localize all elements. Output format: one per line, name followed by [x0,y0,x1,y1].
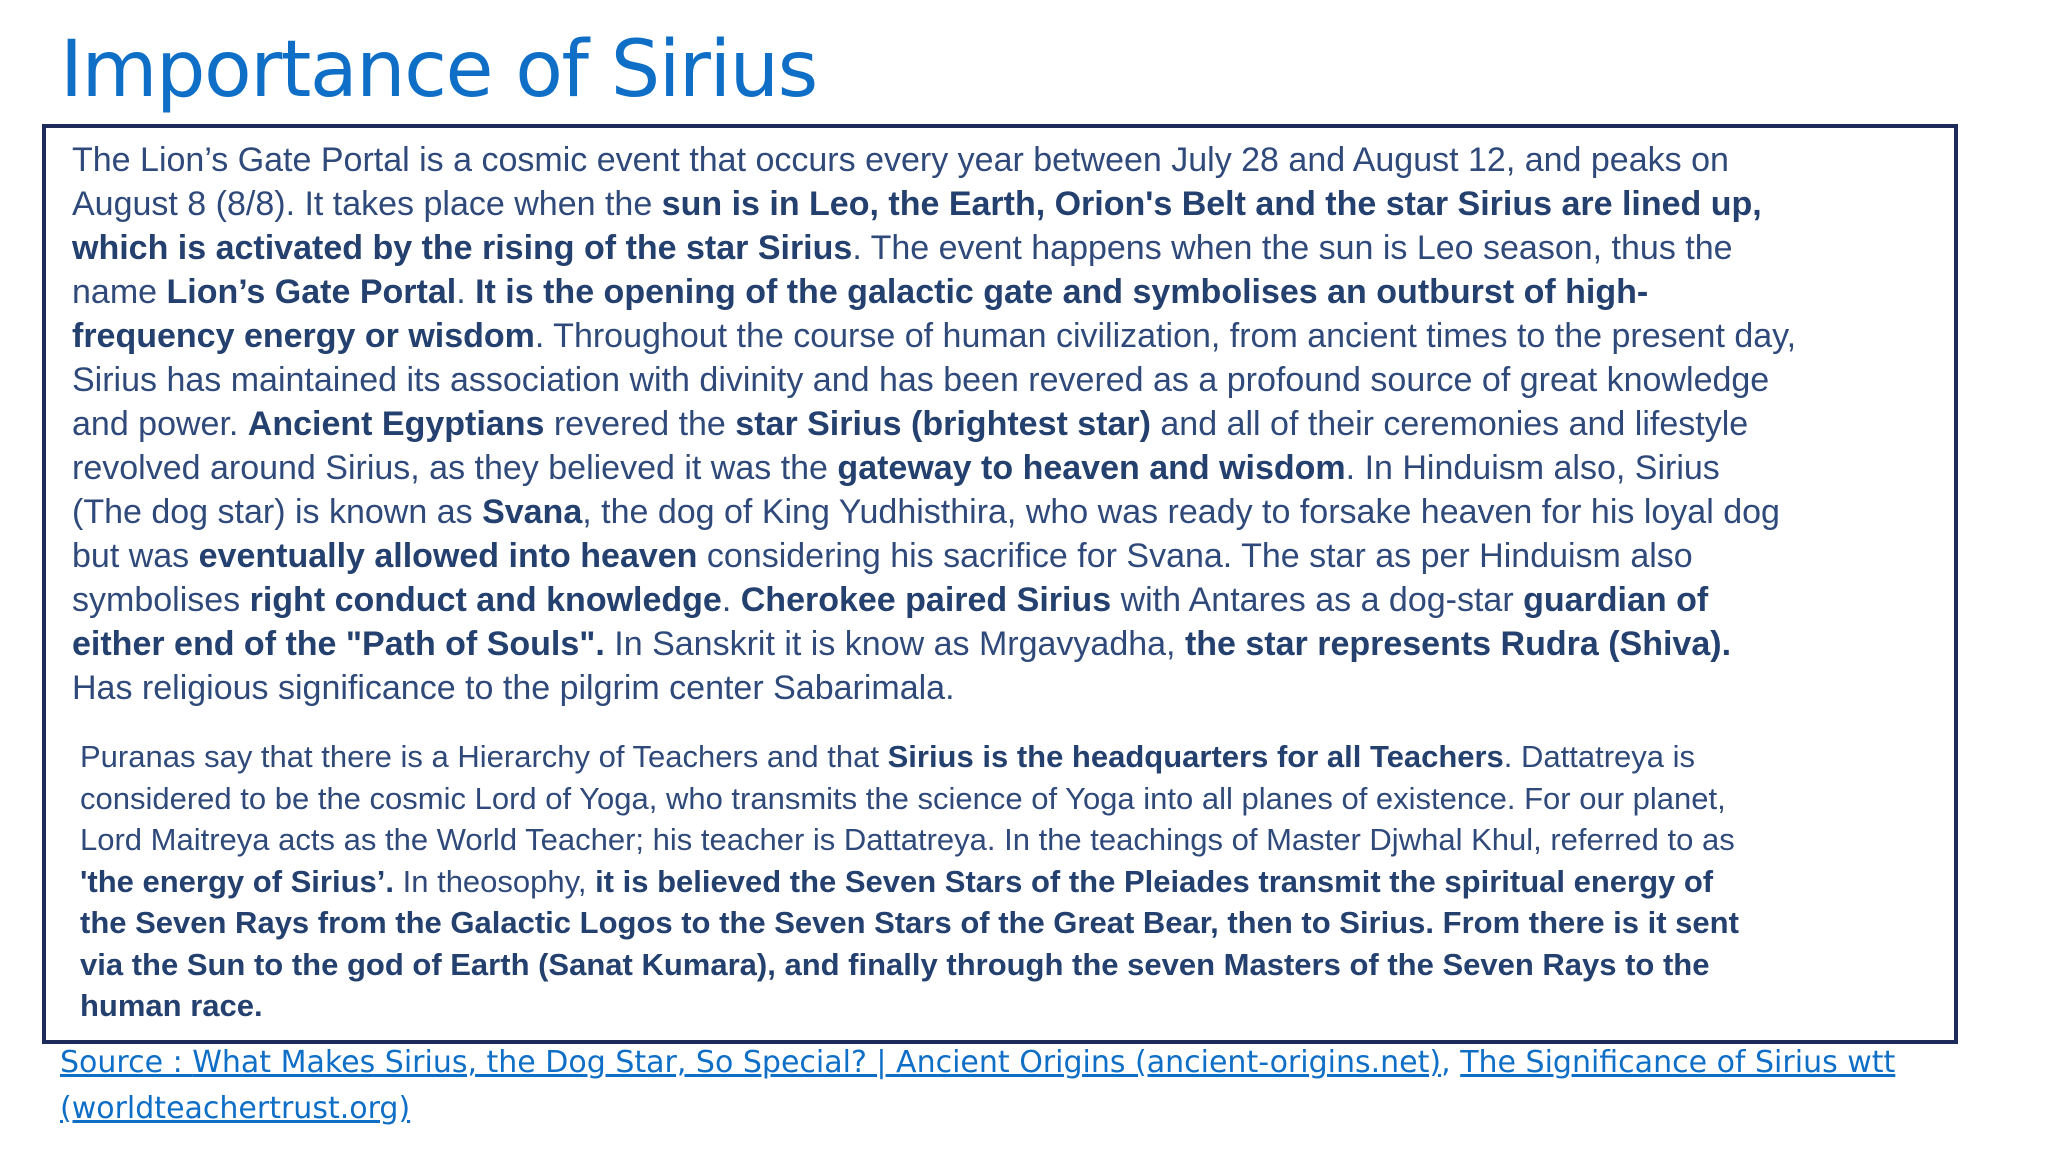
source-line [60,1086,2000,1132]
text-line: Has religious significance to the pilgrim center Sabarimala. [72,669,955,707]
text-line: August 8 (8/8). It takes place when the sun is in Leo, the Earth, Orion's Belt and the star Sirius are lined up, [72,185,1762,223]
text-line: and power. Ancient Egyptians revered the star Sirius (brightest star) and all of their ceremonies and lifestyle [72,405,1749,443]
text-line: symbolises right conduct and knowledge. Cherokee paired Sirius with Antares as a dog-star guardian of [72,581,1709,619]
text-line: Sirius has maintained its association with divinity and has been revered as a profound source of great knowledge [72,361,1770,399]
source-separator: , [1441,1045,1461,1080]
slide-title: Importance of Sirius [60,25,817,115]
text-line: (The dog star) is known as Svana, the dog of King Yudhisthira, who was ready to forsake heaven for his loyal dog [72,493,1780,531]
text-line: Lord Maitreya acts as the World Teacher; his teacher is Dattatreya. In the teachings of Master Djwhal Khul, referred to as [80,822,1735,857]
text-line: frequency energy or wisdom. Throughout the course of human civilization, from ancient times to the present day, [72,317,1797,355]
text-line: via the Sun to the god of Earth (Sanat Kumara), and finally through the seven Masters of the Seven Rays to the [80,946,1710,982]
text-line: 'the energy of Sirius’. In theosophy, it is believed the Seven Stars of the Pleiades transmit the spiritual energy of [80,863,1714,899]
source-line [60,1040,2000,1086]
worldteachertrust-link[interactable]: The Significance of Sirius wtt [1460,1045,1896,1080]
text-line: the Seven Rays from the Galactic Logos to the Seven Stars of the Great Bear, then to Sirius. From there is it sent [80,905,1739,940]
paragraph-puranas [80,736,1958,1027]
source-label-link[interactable]: Source : [60,1045,193,1080]
ancient-origins-link[interactable]: What Makes Sirius, the Dog Star, So Special? | Ancient Origins (ancient-origins.net) [192,1045,1442,1080]
text-line: but was eventually allowed into heaven considering his sacrifice for Svana. The star as per Hinduism also [72,537,1693,575]
text-line: considered to be the cosmic Lord of Yoga, who transmits the science of Yoga into all planes of existence. For our planet, [80,780,1726,816]
text-line: name Lion’s Gate Portal. It is the opening of the galactic gate and symbolises an outburst of high- [72,273,1649,311]
text-line: either end of the "Path of Souls". In Sanskrit it is know as Mrgavyadha, the star represents Rudra (Shiva). [72,625,1732,663]
text-line: Puranas say that there is a Hierarchy of Teachers and that Sirius is the headquarters for all Teachers. Dattatreya is [80,739,1696,774]
text-line: human race. [80,988,263,1023]
source-citation [60,1040,2000,1132]
paragraph-lions-gate [72,138,1958,710]
text-line: The Lion’s Gate Portal is a cosmic event that occurs every year between July 28 and August 12, and peaks on [72,141,1729,179]
content-box [42,124,1958,1044]
text-line: which is activated by the rising of the star Sirius. The event happens when the sun is Leo season, thus the [72,229,1733,267]
text-line: revolved around Sirius, as they believed it was the gateway to heaven and wisdom. In Hinduism also, Sirius [72,449,1720,487]
worldteachertrust-link-cont[interactable]: (worldteachertrust.org) [60,1091,411,1126]
